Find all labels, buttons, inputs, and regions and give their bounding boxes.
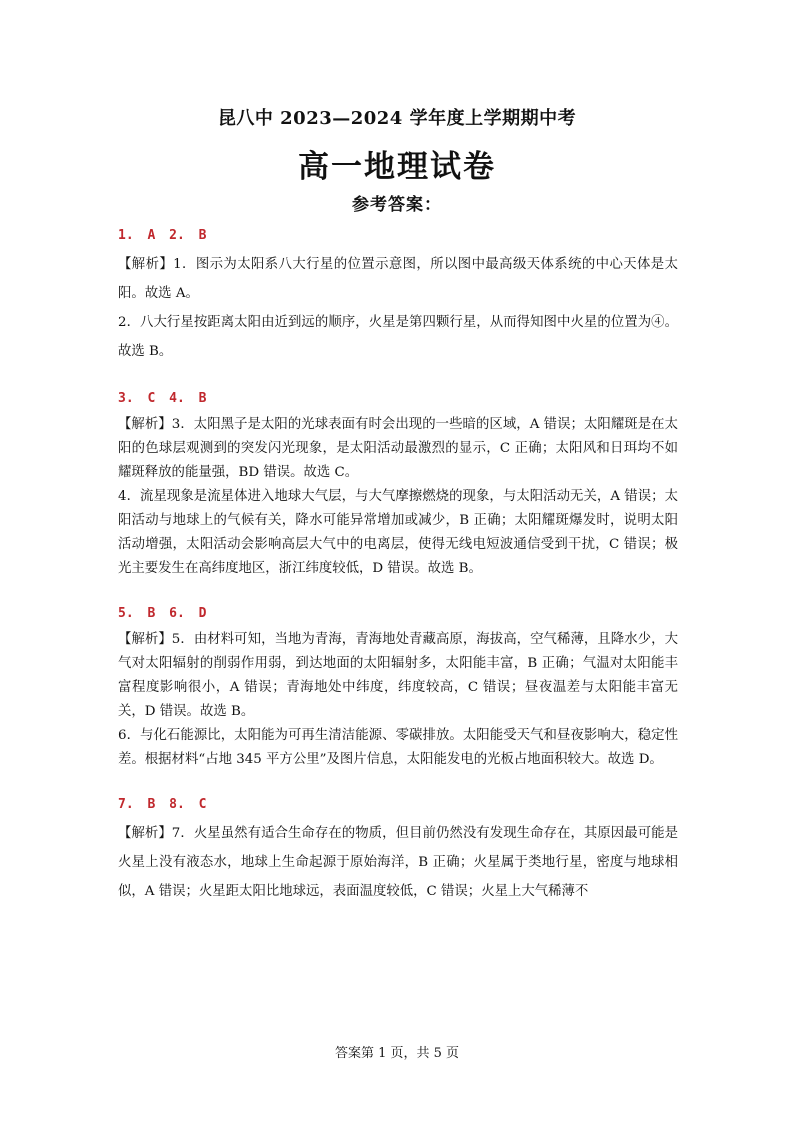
answer-key-5-6: 5. B 6. D bbox=[118, 606, 207, 621]
subject-title: 高一地理试卷 bbox=[298, 149, 496, 185]
answer-key-3-4: 3. C 4. B bbox=[118, 391, 207, 406]
analysis-q3: 【解析】3．太阳黑子是太阳的光球表面有时会出现的一些暗的区域，A 错误；太阳耀斑是在太阳的色球层观测到的突发闪光现象，是太阳活动最激烈的显示，C 正确；太阳风和日珥均不如耀斑释放的能量强，BD 错误。故选 C。 bbox=[118, 417, 678, 480]
analysis-q7: 【解析】7．火星虽然有适合生命存在的物质，但目前仍然没有发现生命存在，其原因最可能是火星上没有液态水，地球上生命起源于原始海洋，B 正确；火星属于类地行星，密度与地球相似，A 错误；火星距太阳比地球远，表面温度较低，C 错误；火星上大气稀薄不 bbox=[118, 826, 678, 899]
answer-heading: 参考答案： bbox=[352, 195, 442, 215]
page-footer: 答案第 1 页，共 5 页 bbox=[334, 1046, 460, 1061]
analysis-q4: 4．流星现象是流星体进入地球大气层，与大气摩擦燃烧的现象，与太阳活动无关，A 错误；太阳活动与地球上的气候有关，降水可能异常增加或减少，B 正确；太阳耀斑爆发时，说明太阳活动增强，太阳活动会影响高层大气中的电离层，使得无线电短波通信受到干扰，C 错误；极光主要发生在高纬度地区，浙江纬度较低，D 错误。故选 B。 bbox=[118, 489, 678, 576]
analysis-q2: 2．八大行星按距离太阳由近到远的顺序，火星是第四颗行星，从而得知图中火星的位置为④。故选 B。 bbox=[118, 315, 678, 359]
answer-content bbox=[118, 222, 678, 906]
school-exam-title: 昆八中 2023—2024 学年度上学期期中考 bbox=[217, 108, 577, 129]
analysis-q6: 6．与化石能源比，太阳能为可再生清洁能源、零碳排放。太阳能受天气和昼夜影响大，稳定性差。根据材料“占地 345 平方公里”及图片信息，太阳能发电的光板占地面积较大。故选 D。 bbox=[118, 728, 678, 767]
analysis-q5: 【解析】5．由材料可知，当地为青海，青海地处青藏高原，海拔高，空气稀薄，且降水少，大气对太阳辐射的削弱作用弱，到达地面的太阳辐射多，太阳能丰富，B 正确；气温对太阳能丰富程度影响很小，A 错误；青海地处中纬度，纬度较高，C 错误；昼夜温差与太阳能丰富无关，D 错误。故选 B。 bbox=[118, 632, 678, 719]
analysis-q1: 【解析】1．图示为太阳系八大行星的位置示意图，所以图中最高级天体系统的中心天体是太阳。故选 A。 bbox=[118, 257, 678, 301]
answer-key-7-8: 7. B 8. C bbox=[118, 797, 207, 812]
answer-key-1-2: 1. A 2. B bbox=[118, 228, 207, 243]
